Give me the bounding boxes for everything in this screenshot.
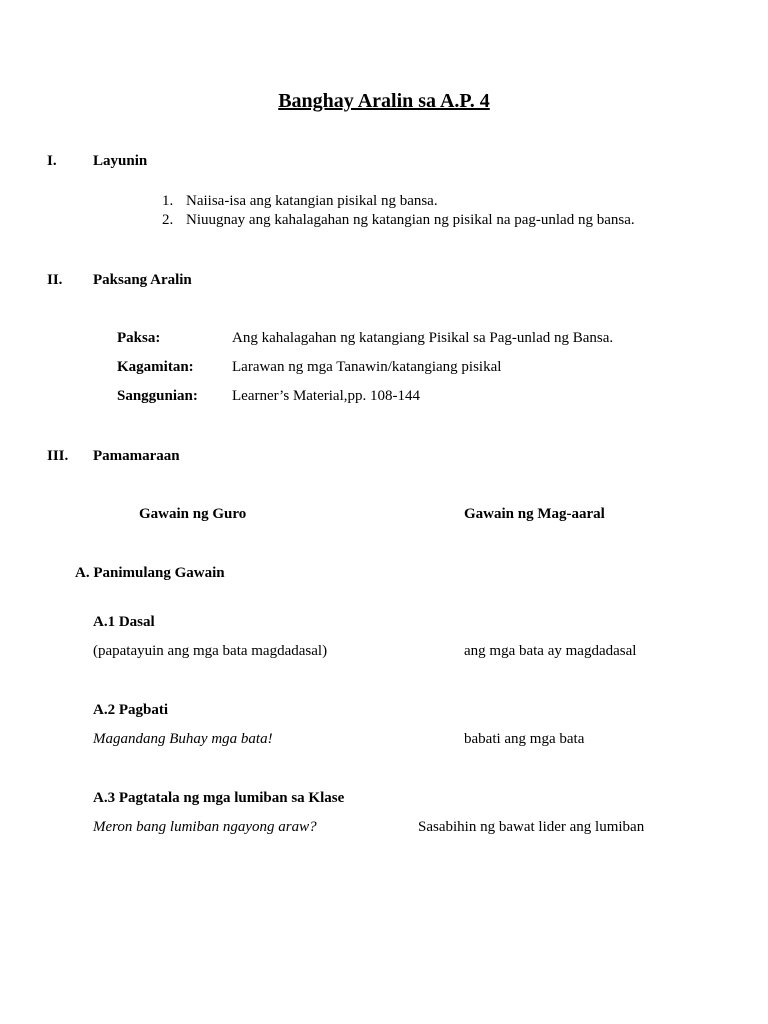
- sanggunian-label: Sanggunian:: [117, 388, 198, 404]
- kagamitan-value: Larawan ng mga Tanawin/katangiang pisikal: [232, 359, 502, 375]
- part-a-heading: A. Panimulang Gawain: [75, 565, 225, 581]
- a2-heading: A.2 Pagbati: [93, 702, 168, 718]
- objectives-list: [162, 192, 662, 230]
- sanggunian-value: Learner’s Material,pp. 108-144: [232, 388, 420, 404]
- a1-student-activity: ang mga bata ay magdadasal: [464, 643, 637, 659]
- a3-heading: A.3 Pagtatala ng mga lumiban sa Klase: [93, 790, 345, 806]
- list-item: [162, 192, 662, 211]
- section-1-heading: Layunin: [93, 153, 148, 169]
- section-3-heading: Pamamaraan: [93, 448, 180, 464]
- list-item-text: Naiisa-isa ang katangian pisikal ng bansa.: [186, 193, 438, 209]
- student-column-header: Gawain ng Mag-aaral: [464, 506, 605, 522]
- section-1-numeral: I.: [47, 153, 57, 169]
- a1-teacher-activity: (papatayuin ang mga bata magdadasal): [93, 643, 328, 659]
- list-item: [162, 211, 662, 230]
- teacher-column-header: Gawain ng Guro: [139, 506, 247, 522]
- a3-teacher-activity: Meron bang lumiban ngayong araw?: [93, 819, 317, 835]
- paksa-label: Paksa:: [117, 330, 161, 346]
- a3-student-activity: Sasabihin ng bawat lider ang lumiban: [418, 819, 645, 835]
- paksa-value: Ang kahalagahan ng katangiang Pisikal sa Pag-unlad ng Bansa.: [232, 330, 614, 346]
- section-2-heading: Paksang Aralin: [93, 272, 192, 288]
- a1-heading: A.1 Dasal: [93, 614, 155, 630]
- list-item-number: 2.: [162, 212, 174, 228]
- a2-student-activity: babati ang mga bata: [464, 731, 585, 747]
- kagamitan-label: Kagamitan:: [117, 359, 194, 375]
- list-item-number: 1.: [162, 193, 174, 209]
- document-title: Banghay Aralin sa A.P. 4: [278, 90, 490, 112]
- section-2-numeral: II.: [47, 272, 63, 288]
- list-item-text: Niuugnay ang kahalagahan ng katangian ng pisikal na pag-unlad ng bansa.: [186, 212, 635, 228]
- section-3-numeral: III.: [47, 448, 69, 464]
- a2-teacher-activity: Magandang Buhay mga bata!: [93, 731, 273, 747]
